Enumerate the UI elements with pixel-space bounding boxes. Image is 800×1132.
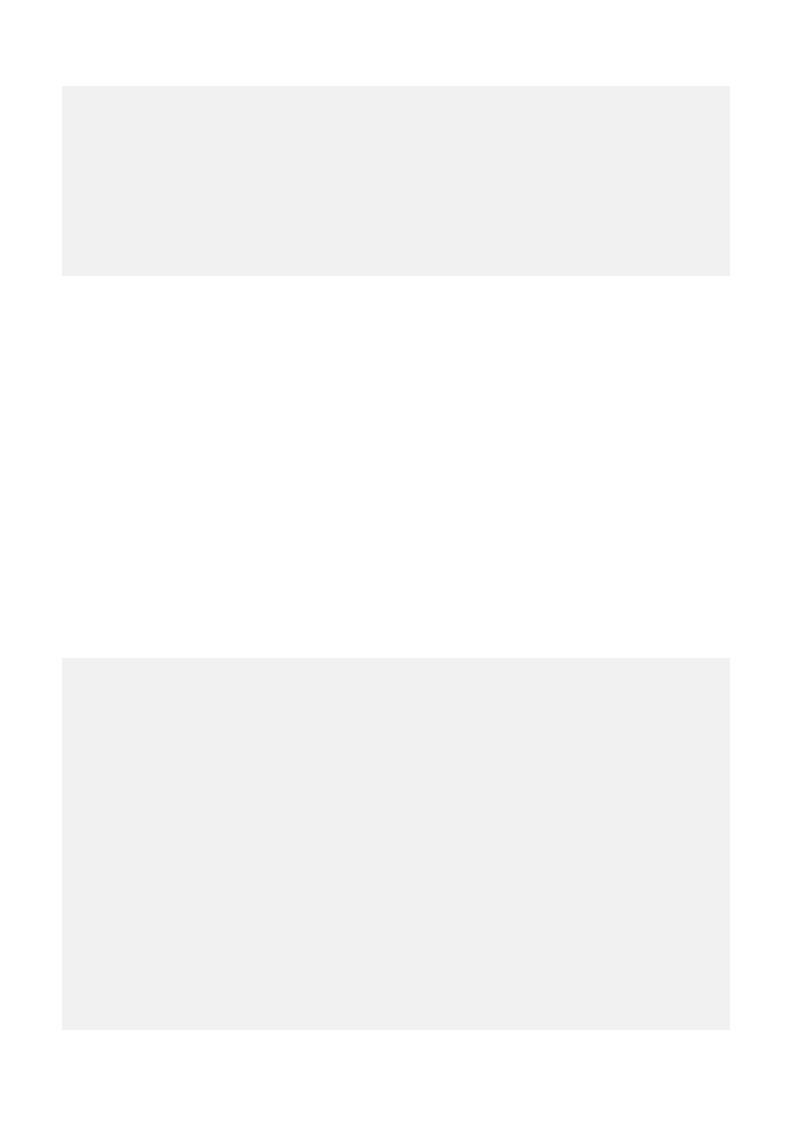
explanation-shade-top <box>62 86 730 276</box>
answer-shade <box>62 658 730 1030</box>
